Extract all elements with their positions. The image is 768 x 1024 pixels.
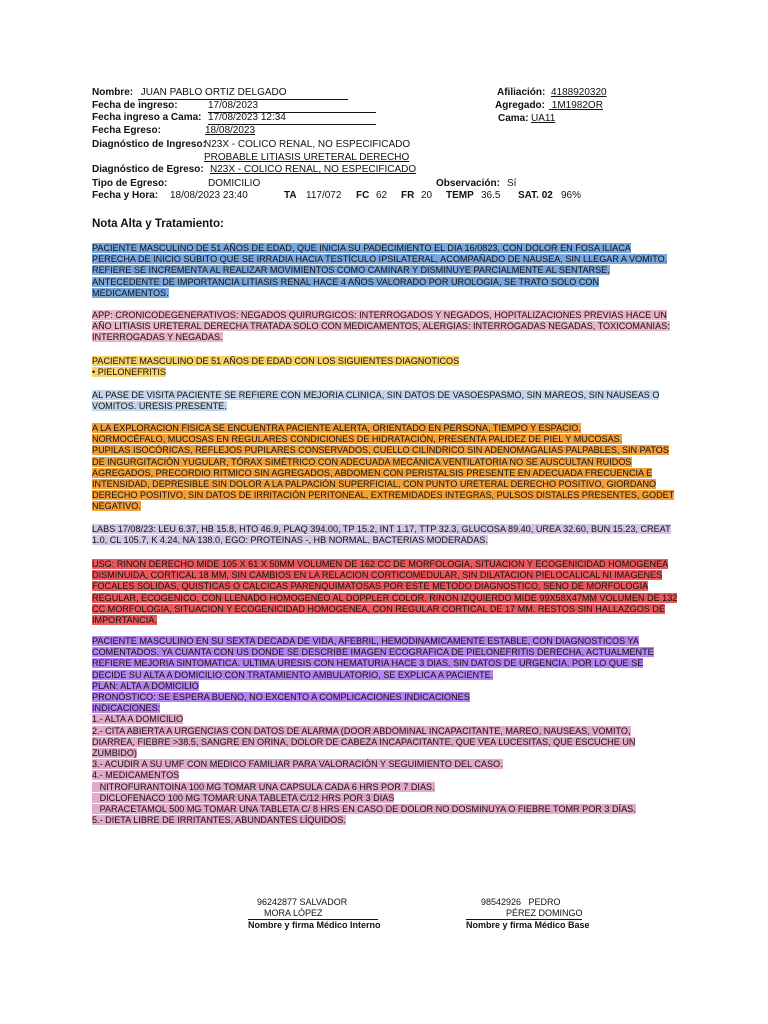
intern-id-name: 96242877 SALVADOR: [257, 897, 348, 907]
dx-egreso-value: N23X - COLICO RENAL, NO ESPECIFICADO: [210, 164, 417, 175]
base-surname: PÉREZ DOMINGO: [466, 908, 582, 920]
temp-label: TEMP: [446, 190, 474, 201]
tipo-egreso-value: DOMICILIO: [208, 178, 261, 189]
plan-paragraph: PACIENTE MASCULINO EN SU SEXTA DECADA DE VIDA, AFEBRIL, HEMODINAMICAMENTE ESTABLE, CON DIAGNOSTICOS YA COMENTADOS. YA CUANTA CON US DONDE SE DESCRIBE IMAGEN ECOGRAFICA DE PIELONEFRITIS DERECHA, ACTUALMENTE REFIERE MEJORIA SINTOMATICA. ULTIMA URESIS CON HEMATURIA HACE 3 DIAS, SIN DATOS DE URGENCIA. POR LO QUE SE DECIDE SU ALTA A DOMICILIO CON TRATAMIENTO AMBULATORIO, SE EXPLICA A PACIENTE. PLAN: ALTA A DOMICILIO PRONÓSTICO: SE ESPERA BUENO, NO EXCENTO A COMPLICACIONES INDICACIONES INDICACIONES: 1.- ALTA A DOMICILIO 2.- CITA ABIERTA A URGENCIAS CON DATOS DE ALARMA (DOOR ABDOMINAL INCAPACITANTE, MAREO, NAUSEAS, VOMITO, DIARREA, FIEBRE >38.5, SANGRE EN ORINA, DOLOR DE CABEZA INCAPACITANTE, QUE VEA LUCESITAS, QUE ESCUCHE UN ZUMBIDO) 3.- ACUDIR A SU UMF CON MEDICO FAMILIAR PARA VALORACIÓN Y SEGUIMIENTO DEL CASO. 4.- MEDICAMENTOS NITROFURANTOINA 100 MG TOMAR UNA CAPSULA CADA 6 HRS POR 7 DIAS. DICLOFENACO 100 MG TOMAR UNA TABLETA C/12 HRS POR 3 DIAS PARACETAMOL 500 MG TOMAR UNA TABLETA C/ 8 HRS EN CASO DE DOLOR NO DOSMINUYA O FIEBRE TOMR POR 3 DÍAS. 5.- DIETA LIBRE DE IRRITANTES, ABUNDANTES LÍQUIDOS.: [92, 636, 654, 826]
tipo-egreso-label: Tipo de Egreso:: [92, 178, 168, 189]
fecha-ingreso-value: 17/08/2023: [208, 100, 376, 113]
fr-value: 20: [421, 190, 433, 201]
sat-value: 96%: [561, 190, 582, 201]
dx-ingreso-value-2: PROBABLE LITIASIS URETERAL DERECHO: [204, 152, 410, 163]
fecha-egreso-label: Fecha Egreso:: [92, 125, 161, 136]
nombre-label: Nombre:: [92, 87, 134, 98]
history-paragraph: PACIENTE MASCULINO DE 51 AÑOS DE EDAD, QUE INICIA SU PADECIMIENTO EL DIA 16/0823, CON DOLOR EN FOSA ILIACA PERECHA DE INICIO SÚBITO QUE SE IRRADIA HACIA TESTÍCULO IPSILATERAL, ACOMPAÑADO DE NAUSEA, SIN LLEGAR A VOMITO. REFIERE SE INCREMENTA AL REALIZAR MOVIMIENTOS COMO CAMINAR Y DISMINUYE PARCIALMENTE AL SENTARSE. ANTECEDENTE DE IMPORTANCIA LITIASIS RENAL HACE 4 AÑOS VALORADO POR UROLOGIA, SE TRATO SOLO CON MEDICAMENTOS.: [92, 243, 668, 298]
dx-ingreso-label: Diagnóstico de Ingreso:: [92, 139, 206, 150]
ta-value: 117/072: [306, 190, 342, 201]
afiliacion-label: Afiliación:: [497, 87, 546, 98]
agregado-label: Agregado:: [495, 100, 545, 111]
afiliacion-value: 4188920320: [551, 87, 607, 98]
ta-label: TA: [284, 190, 297, 201]
labs-paragraph: LABS 17/08/23: LEU 6.37, HB 15.8, HTO 46.9, PLAQ 394.00, TP 15.2, INT 1.17, TTP 32.3, GLUCOSA 89.40, UREA 32.60, BUN 15.23, CREAT 1.0, CL 105.7, K 4.24, NA 138.0, EGO: PROTEINAS -, HB NORMAL, BACTERIAS MODERADAS.: [92, 524, 671, 546]
app-paragraph: APP: CRONICODEGENERATIVOS: NEGADOS QUIRURGICOS: INTERROGADOS Y NEGADOS, HOPITALIZACIONES PREVIAS HACE UN AÑO LITIASIS URETERAL DERECHA TRATADA SOLO CON MEDICAMENTOS, ALERGIAS: INTERROGADAS NEGADAS, TOXICOMANIAS: INTERROGADAS Y NEGADAS.: [92, 310, 670, 343]
observacion-value: Sí: [507, 178, 517, 189]
section-title: Nota Alta y Tratamiento:: [92, 218, 224, 230]
fc-label: FC: [356, 190, 370, 201]
observacion-label: Observación:: [436, 178, 500, 189]
cama-label: Cama:: [498, 113, 529, 124]
fecha-egreso-value: 18/08/2023: [205, 125, 256, 136]
nombre-value: JUAN PABLO ORTIZ DELGADO: [138, 87, 348, 100]
base-caption: Nombre y firma Médico Base: [466, 920, 590, 930]
fecha-hora-value: 18/08/2023 23:40: [170, 190, 248, 201]
fecha-cama-value: 17/08/2023 12:34: [208, 112, 376, 125]
exam-paragraph: A LA EXPLORACION FISICA SE ENCUENTRA PACIENTE ALERTA, ORIENTADO EN PERSONA, TIEMPO Y ESPACIO. NORMOCÉFALO, MUCOSAS EN REGULARES CONDICIONES DE HIDRATACIÓN, PRESENTA PALIDEZ DE PIEL Y MUCOSAS. PUPILAS ISOCÓRICAS, REFLEJOS PUPILARES CONSERVADOS, CUELLO CILÍNDRICO SIN ADENOMAGALIAS PALPABLES, SIN PATOS DE INGURGITACIÓN YUGULAR, TÓRAX SIMÉTRICO CON ADECUADA MECÁNICA VENTILATORIA NO SE AUSCULTAN RUIDOS AGREGADOS, PRECORDIO RITMICO SIN AGREGADOS, ABDOMEN CON PERISTALSIS PRESENTE EN ADECUADA FRECUENCIA E INTENSIDAD, DEPRESIBLE SIN DOLOR A LA PALPACIÓN SUPERFICIAL, CON PUNTO URETERAL DERECHO POSITIVO, GIORDANO DERECHO POSITIVO, SIN DATOS DE IRRITACIÓN PERITONEAL, EXTREMIDADES INTEGRAS, PULSOS DISTALES PRESENTES, GODET NEGATIVO.: [92, 423, 675, 512]
fr-label: FR: [401, 190, 415, 201]
temp-value: 36.5: [481, 190, 501, 201]
intern-surname: MORA LÓPEZ: [248, 908, 378, 920]
fecha-hora-label: Fecha y Hora:: [92, 190, 159, 201]
fecha-cama-label: Fecha ingreso a Cama:: [92, 112, 202, 123]
base-id-name: 98542926 PEDRO: [481, 897, 561, 907]
usg-paragraph: USG: RINON DERECHO MIDE 105 X 61 X 50MM VOLUMEN DE 162 CC DE MORFOLOGIA, SITUACION Y ECOGENICIDAD HOMOGENEA DISMINUIDA, CORTICAL 18 MM, SIN CAMBIOS EN LA RELACION CORTICOMEDULAR, SIN DILATACION PIELOCALICAL NI IMAGENES FOCALES SOLIDAS, QUISTICAS O CALCICAS PARENQUIMATOSAS POR ESTE METODO DIAGNOSTICO, SENO DE MORFOLOGIA REGULAR, ECOGENICO, CON LLENADO HOMOGENEO AL DOPPLER COLOR. RINON IZQUIERDO MIDE 99X58X47MM VOLUMEN DE 132 CC MORFOLOGIA, SITUACION Y ECOGENICIDAD HOMOGENEA, CON REGULAR CORTICAL DE 17 MM. RESTOS SIN HALLAZGOS DE IMPORTANCIA.: [92, 559, 678, 626]
visit-paragraph: AL PASE DE VISITA PACIENTE SE REFIERE CON MEJORIA CLINICA, SIN DATOS DE VASOESPASMO, SIN MAREOS, SIN NAUSEAS O VOMITOS. URESIS PRESENTE.: [92, 390, 660, 412]
agregado-value: 1M1982OR: [551, 100, 603, 111]
intern-caption: Nombre y firma Médico Interno: [248, 920, 381, 930]
fc-value: 62: [376, 190, 388, 201]
cama-value: UA11: [531, 113, 556, 124]
fecha-ingreso-label: Fecha de ingreso:: [92, 100, 178, 111]
dx-ingreso-value: N23X - COLICO RENAL, NO ESPECIFICADO: [204, 139, 411, 150]
diagnosis-paragraph: PACIENTE MASCULINO DE 51 AÑOS DE EDAD CON LOS SIGUIENTES DIAGNOTICOS • PIELONEFRITIS: [92, 356, 460, 378]
dx-egreso-label: Diagnóstico de Egreso:: [92, 164, 204, 175]
sat-label: SAT. 02: [518, 190, 553, 201]
